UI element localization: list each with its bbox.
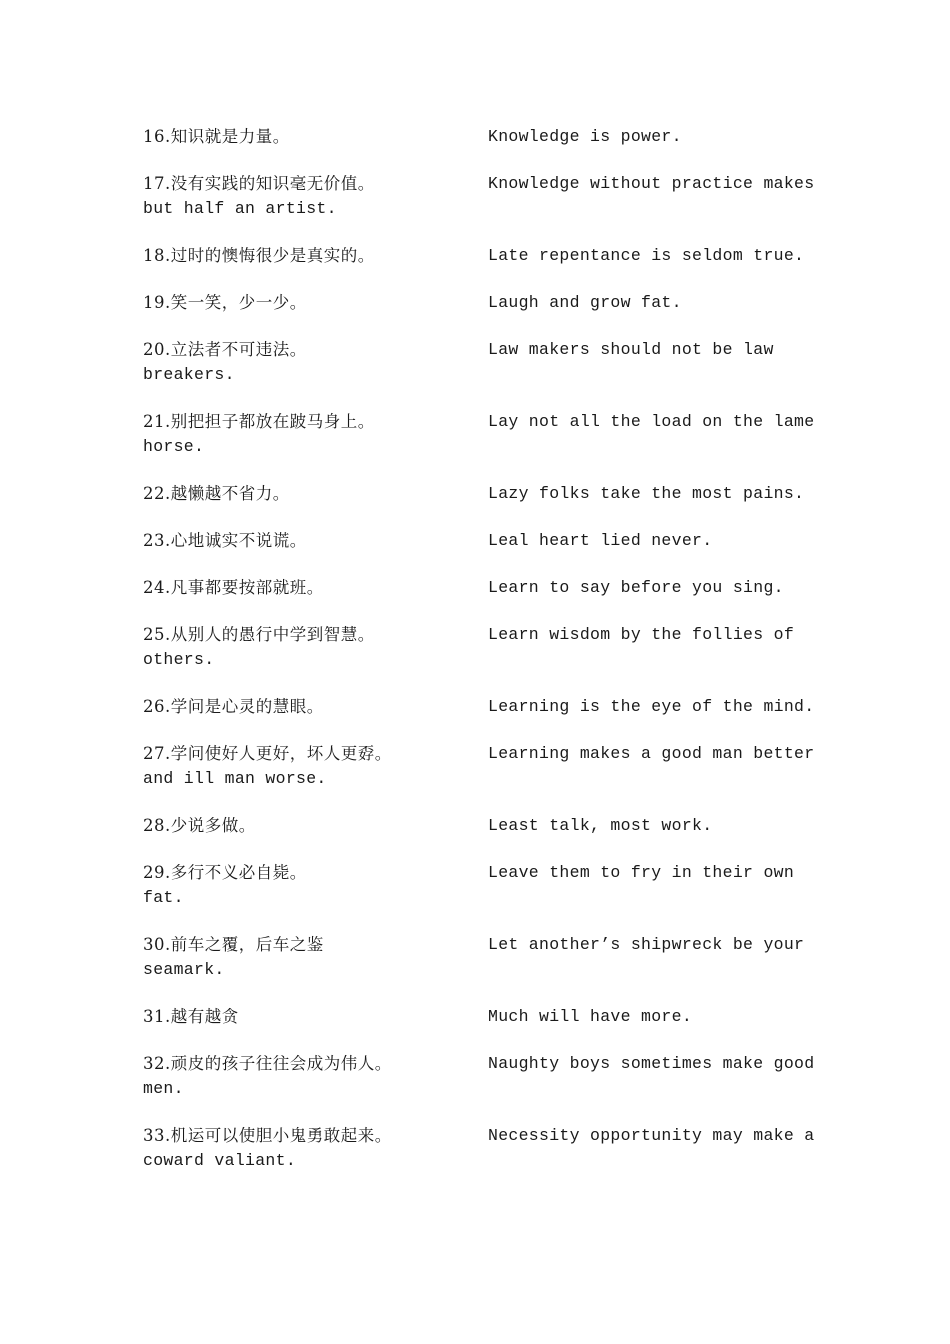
english-text: Least talk, most work.	[488, 816, 713, 835]
english-text: Learning is the eye of the mind.	[488, 697, 815, 716]
english-text: Learn to say before you sing.	[488, 578, 784, 597]
chinese-text: 31.越有越贪	[143, 1007, 239, 1026]
english-text: Let another’s shipwreck be your	[488, 935, 805, 954]
proverb-entry-20	[143, 337, 803, 387]
proverb-entry-18	[143, 243, 803, 268]
proverb-entry-19	[143, 290, 803, 315]
chinese-text: 26.学问是心灵的慧眼。	[143, 697, 324, 716]
proverb-entry-33	[143, 1123, 815, 1173]
chinese-text: 23.心地诚实不说谎。	[143, 531, 307, 550]
english-text: Learn wisdom by the follies of	[488, 625, 795, 644]
proverb-entry-26	[143, 694, 815, 719]
english-text: Law makers should not be law	[488, 340, 774, 359]
english-text: Much will have more.	[488, 1007, 693, 1026]
chinese-text: 16.知识就是力量。	[143, 127, 290, 146]
english-text: Necessity opportunity may make a	[488, 1126, 815, 1145]
english-text: Knowledge without practice makes	[488, 174, 815, 193]
english-continuation: men.	[143, 1079, 184, 1098]
proverb-entry-22	[143, 481, 803, 506]
english-continuation: and ill man worse.	[143, 769, 327, 788]
proverb-entry-27	[143, 741, 815, 791]
proverb-entry-21	[143, 409, 815, 459]
chinese-text: 18.过时的懊悔很少是真实的。	[143, 246, 375, 265]
proverb-entry-31	[143, 1004, 803, 1029]
chinese-text: 24.凡事都要按部就班。	[143, 578, 324, 597]
chinese-text: 28.少说多做。	[143, 816, 256, 835]
chinese-text: 21.别把担子都放在跛马身上。	[143, 412, 375, 431]
proverb-entry-32	[143, 1051, 815, 1101]
english-continuation: coward valiant.	[143, 1151, 297, 1170]
proverb-entry-29	[143, 860, 803, 910]
chinese-text: 25.从别人的愚行中学到智慧。	[143, 625, 375, 644]
chinese-text: 22.越懒越不省力。	[143, 484, 290, 503]
english-text: Knowledge is power.	[488, 127, 682, 146]
proverb-list	[143, 124, 815, 1195]
english-text: Naughty boys sometimes make good	[488, 1054, 815, 1073]
english-continuation: others.	[143, 650, 215, 669]
english-text: Lazy folks take the most pains.	[488, 484, 805, 503]
english-text: Leave them to fry in their own	[488, 863, 795, 882]
chinese-text: 17.没有实践的知识毫无价值。	[143, 174, 375, 193]
chinese-text: 20.立法者不可违法。	[143, 340, 307, 359]
proverb-entry-25	[143, 622, 803, 672]
proverb-entry-23	[143, 528, 803, 553]
english-continuation: breakers.	[143, 365, 235, 384]
english-continuation: seamark.	[143, 960, 225, 979]
proverb-entry-17	[143, 171, 815, 221]
english-text: Learning makes a good man better	[488, 744, 815, 763]
proverb-entry-24	[143, 575, 803, 600]
chinese-text: 30.前车之覆，后车之鉴	[143, 935, 324, 954]
english-continuation: fat.	[143, 888, 184, 907]
chinese-text: 29.多行不义必自毙。	[143, 863, 307, 882]
chinese-text: 32.顽皮的孩子往往会成为伟人。	[143, 1054, 392, 1073]
english-continuation: horse.	[143, 437, 205, 456]
proverb-entry-28	[143, 813, 803, 838]
chinese-text: 27.学问使好人更好，坏人更孬。	[143, 744, 392, 763]
proverb-entry-30	[143, 932, 803, 982]
english-continuation: but half an artist.	[143, 199, 337, 218]
chinese-text: 19.笑一笑，少一少。	[143, 293, 307, 312]
english-text: Lay not all the load on the lame	[488, 412, 815, 431]
english-text: Late repentance is seldom true.	[488, 246, 805, 265]
english-text: Leal heart lied never.	[488, 531, 713, 550]
proverb-entry-16	[143, 124, 803, 149]
english-text: Laugh and grow fat.	[488, 293, 682, 312]
chinese-text: 33.机运可以使胆小鬼勇敢起来。	[143, 1126, 392, 1145]
